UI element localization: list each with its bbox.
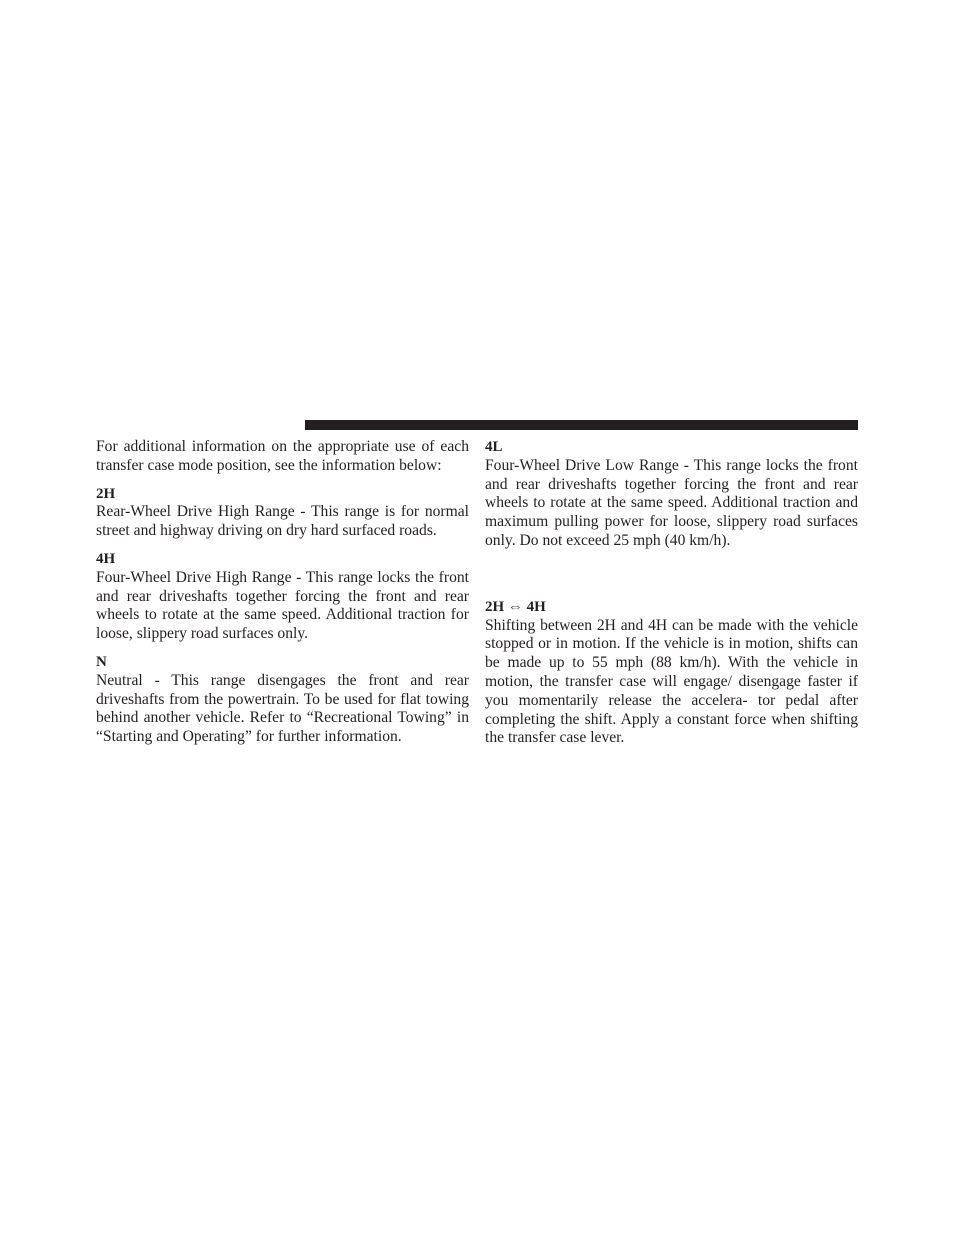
heading-2h: 2H: [96, 485, 116, 502]
body-4l: Four-Wheel Drive Low Range - This range locks the front and rear driveshafts together forcing the front and rear wheels to rotate at the same speed. Additional traction and maximum pulling power for loose, slippery road surfaces only. Do not exceed 25 mph (40 km/h).: [485, 456, 858, 549]
heading-4l: 4L: [485, 439, 503, 455]
right-column: [485, 438, 858, 748]
body-2h: Rear-Wheel Drive High Range - This range is for normal street and highway driving on dry hard surfaced roads.: [96, 503, 469, 540]
left-column: [96, 438, 469, 747]
heading-4h: 4H: [96, 550, 116, 567]
heading-n: N: [96, 653, 107, 670]
body-n: Neutral - This range disengages the front and rear driveshafts from the powertrain. To be used for flat towing behind another vehicle. Refer to “Recreational Towing” in “Starting and Operating” for further information.: [96, 671, 469, 746]
body-2h-4h: Shifting between 2H and 4H can be made with the vehicle stopped or in motion. If the vehicle is in motion, shifts can be made up to 55 mph (88 km/h). With the vehicle in motion, the transfer case will engage/ disengage faster if you momentarily release the accelera- tor pedal after completing the shift. Apply a constant force when shifting the transfer case lever.: [485, 616, 858, 747]
intro-paragraph: For additional information on the appropriate use of each transfer case mode position, see the information below:: [96, 438, 469, 474]
body-4h: Four-Wheel Drive High Range - This range locks the front and rear driveshafts together forcing the front and rear wheels to rotate at the same speed. Additional traction for loose, slippery road surfaces only.: [96, 568, 469, 643]
section-header-bar: [305, 420, 858, 430]
heading-2h-4h: 2H ⇔ 4H: [485, 598, 546, 615]
